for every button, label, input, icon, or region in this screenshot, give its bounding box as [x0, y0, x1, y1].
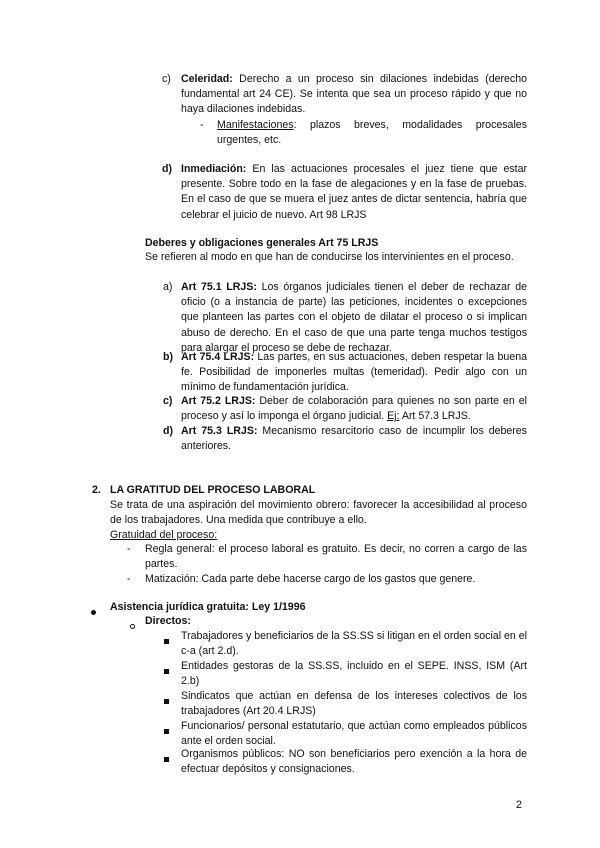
directos-heading: Directos:	[145, 615, 191, 627]
inmediacion-title: Inmediación:	[181, 163, 247, 175]
deberes-item-c	[181, 394, 527, 424]
bullet-square-icon	[164, 724, 169, 739]
art-75-3-title: Art 75.3 LRJS:	[181, 425, 258, 437]
art-75-2-title: Art 75.2 LRJS:	[181, 395, 256, 407]
directos-item: Entidades gestoras de la SS.SS, incluido en el SEPE. INSS, ISM (Art 2.b)	[181, 660, 527, 688]
manifestaciones-marker: -	[200, 119, 204, 131]
manifestaciones-text: : plazos breves, modalidades procesales urgentes, etc.	[217, 119, 527, 147]
deberes-marker-c: c)	[163, 395, 173, 407]
celeridad-title: Celeridad:	[181, 73, 233, 85]
asistencia-heading: Asistencia jurídica gratuita: Ley 1/1996	[110, 601, 306, 613]
deberes-item-d	[181, 424, 527, 454]
manifestaciones-title: Manifestaciones	[217, 119, 294, 131]
celeridad-text: Derecho a un proceso sin dilaciones indebidas (derecho fundamental art 24 CE). Se intenta que sea un proceso rápido y que no haya dilaciones indebidas.	[181, 73, 527, 116]
gratitud-heading: LA GRATITUD DEL PROCESO LABORAL	[110, 484, 316, 496]
deberes-marker-d: d)	[163, 425, 173, 437]
bullet-square-icon	[164, 664, 169, 679]
art-75-3-text: Mecanismo resarcitorio caso de incumplir los deberes anteriores.	[181, 425, 527, 453]
art-75-4-text: Las partes, en sus actuaciones, deben respetar la buena fe. Posibilidad de imponerles multas (temeridad). Pedir algo con un mínimo de fundamentación jurídica.	[181, 351, 528, 394]
directos-item: Funcionarios/ personal estatutario, que actúan como empleados públicos ante el orden social.	[181, 720, 527, 748]
page-number: 2	[515, 799, 522, 811]
matizacion-marker: -	[127, 573, 131, 585]
deberes-item-a	[181, 280, 527, 356]
gratuidad-subheading-text: Gratuidad del proceso:	[110, 529, 218, 541]
gratuidad-subheading	[110, 528, 217, 543]
bullet-circle-icon	[130, 619, 135, 634]
deberes-heading: Deberes y obligaciones generales Art 75 LRJS	[145, 237, 379, 249]
manifestaciones-paragraph	[217, 118, 527, 148]
art-75-1-title: Art 75.1 LRJS:	[181, 281, 257, 293]
bullet-square-icon	[164, 634, 169, 649]
section-number: 2.	[92, 484, 101, 496]
item-marker-d: d)	[162, 163, 172, 175]
item-marker-c: c)	[162, 73, 171, 85]
gratitud-intro: Se trata de una aspiración del movimiento obrero: favorecer la accesibilidad al proceso de los trabajadores. Una medida que contribuye a ello.	[110, 499, 527, 527]
deberes-intro: Se refieren al modo en que han de conducirse los intervinientes en el proceso.	[145, 251, 514, 263]
art-75-2-text: Deber de colaboración para quienes no son parte en el proceso y así lo imponga el órgano judicial.	[181, 395, 527, 423]
ej-text: Art 57.3 LRJS.	[399, 410, 471, 423]
art-75-1-text: Los órganos judiciales tienen el deber de rechazar de oficio (o a instancia de parte) las peticiones, incidentes o excepciones que planteen las partes con el objeto de dilatar el proceso o si implican abuso de derecho. En el caso de que una parte tenga muchos testigos para alargar el proceso se debe de rechazar.	[181, 281, 527, 354]
regla-marker: -	[127, 543, 131, 555]
directos-item: Organismos públicos: NO son beneficiarios pero exención a la hora de efectuar depósitos y consignaciones.	[181, 748, 527, 776]
deberes-marker-b: b)	[163, 351, 173, 363]
celeridad-paragraph	[181, 72, 527, 118]
bullet-square-icon	[164, 752, 169, 767]
deberes-item-b	[181, 350, 527, 396]
inmediacion-paragraph	[181, 162, 527, 223]
inmediacion-text: En las actuaciones procesales el juez tiene que estar presente. Sobre todo en la fase de alegaciones y en la fase de pruebas. En el caso de que se muera el juez antes de dictar sentencia, habría que celebrar el juicio de nuevo. Art 98 LRJS	[181, 163, 527, 221]
deberes-marker-a: a)	[163, 281, 173, 293]
bullet-square-icon	[164, 694, 169, 709]
bullet-dot-icon	[91, 605, 96, 620]
matizacion-item: Matización: Cada parte debe hacerse cargo de los gastos que genere.	[145, 573, 476, 585]
art-75-4-title: Art 75.4 LRJS:	[181, 351, 255, 363]
regla-general-item: Regla general: el proceso laboral es gratuito. Es decir, no corren a cargo de las partes.	[145, 543, 527, 571]
directos-item: Sindicatos que actúan en defensa de los intereses colectivos de los trabajadores (Art 20.4 LRJS)	[181, 690, 527, 718]
ej-label: Ej:	[387, 410, 400, 423]
directos-item: Trabajadores y beneficiarios de la SS.SS si litigan en el orden social en el c-a (art 2.d).	[181, 630, 527, 658]
